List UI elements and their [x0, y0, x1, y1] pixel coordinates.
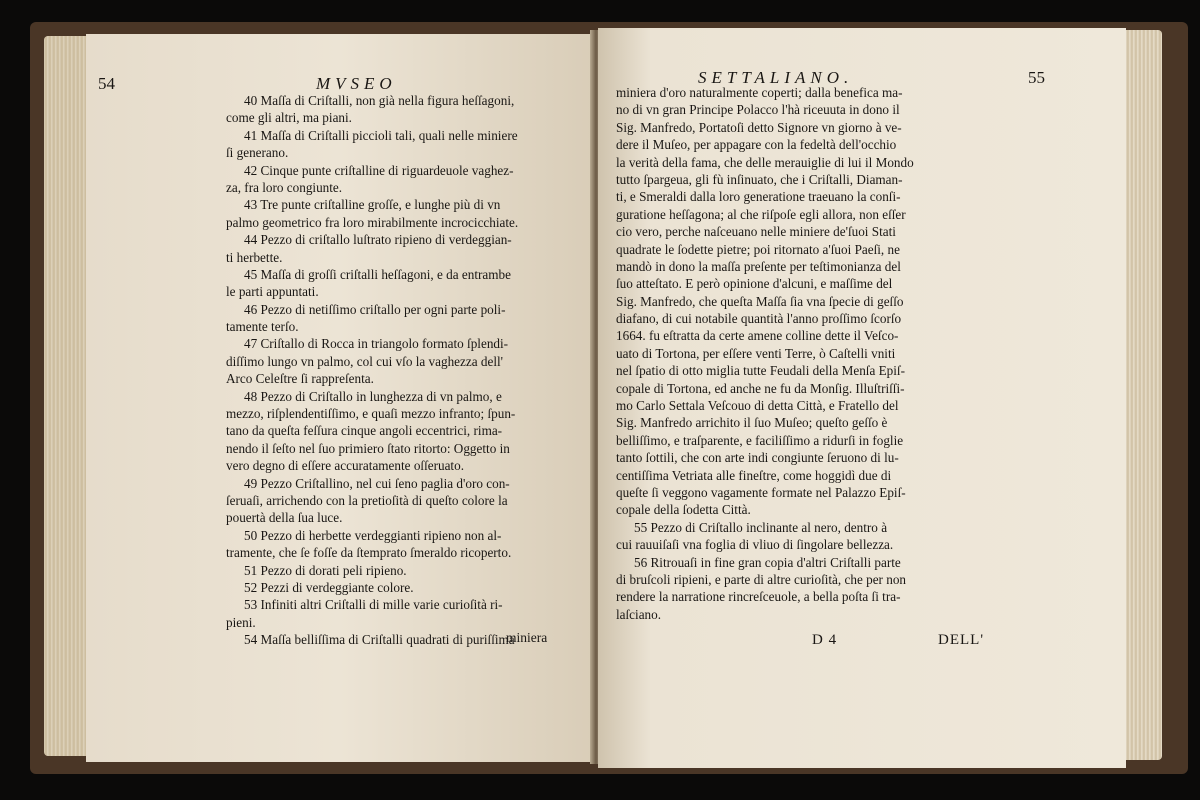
text-line: nel ſpatio di otto miglia tutte Feudali della Menſa Epiſ-: [616, 363, 905, 379]
text-line: le parti appuntati.: [226, 284, 319, 300]
text-line: copale di Tortona, ed anche ne fu da Monſig. Illuſtriſſi-: [616, 380, 905, 396]
text-line: 42 Cinque punte criſtalline di riguardeuole vaghez-: [244, 162, 514, 178]
text-line: 56 Ritrouaſi in fine gran copia d'altri Criſtalli parte: [634, 554, 901, 570]
text-line: ſi generano.: [226, 145, 289, 161]
text-line: quadrate le ſodette pietre; poi ritornato a'ſuoi Paeſi, ne: [616, 241, 900, 257]
text-line: pieni.: [226, 614, 256, 630]
text-line: nendo il ſeſto nel ſuo primiero ſtato ritorto: Oggetto in: [226, 440, 510, 456]
text-line: mo Carlo Settala Veſcouo di detta Città, e Fratello del: [616, 398, 899, 414]
text-line: 44 Pezzo di criſtallo luſtrato ripieno di verdeggian-: [244, 232, 512, 248]
text-line: 52 Pezzi di verdeggiante colore.: [244, 579, 414, 595]
text-line: ti, e Smeraldi dalla loro generatione traeuano la conſi-: [616, 189, 901, 205]
text-line: guratione heſſagona; al che riſpoſe egli allora, non eſſer: [616, 206, 906, 222]
text-line: pouertà della ſua luce.: [226, 510, 343, 526]
text-line: queſte ſi veggono vagamente formate nel Palazzo Epiſ-: [616, 484, 906, 500]
text-line: no di vn gran Principe Polacco l'hà riceuuta in dono il: [616, 102, 900, 118]
text-line: diſſimo lungo vn palmo, col cui vſo la vaghezza dell': [226, 353, 504, 369]
left-page-number: 54: [98, 74, 115, 93]
text-line: la verità della fama, che delle merauiglie di lui il Mondo: [616, 154, 914, 170]
text-line: ſuo atteſtato. E però opinione d'alcuni, e maſſime del: [616, 276, 893, 292]
left-catchword: miniera: [506, 630, 548, 645]
text-line: mandò in dono la maſſa preſente per teſtimonianza del: [616, 258, 901, 274]
text-line: 55 Pezzo di Criſtallo inclinante al nero, dentro à: [634, 519, 888, 535]
right-page: [598, 28, 1126, 768]
text-line: ſeruaſi, arrichendo con la pretioſità di queſto colore la: [226, 492, 508, 508]
text-line: 48 Pezzo di Criſtallo in lunghezza di vn palmo, e: [244, 388, 502, 404]
right-running-title: SETTALIANO.: [698, 68, 854, 87]
text-line: palmo geometrico fra loro mirabilmente incrocicchiate.: [226, 214, 519, 230]
text-line: Sig. Manfredo, che queſta Maſſa ſia vna ſpecie di geſſo: [616, 293, 904, 309]
text-line: vero degno di eſſere accuratamente oſſeruato.: [226, 458, 464, 474]
left-running-title: MVSEO: [316, 74, 397, 93]
text-line: 41 Maſſa di Criſtalli piccioli tali, quali nelle miniere: [244, 127, 518, 143]
text-line: diafano, di cui notabile quantità l'anno proſſimo ſcorſo: [616, 311, 902, 327]
text-line: belliſſimo, e traſparente, e faciliſſimo a ridurſi in foglie: [616, 432, 904, 448]
text-line: 50 Pezzo di herbette verdeggianti ripieno non al-: [244, 527, 502, 543]
right-catchword: DELL': [938, 632, 985, 648]
text-line: uato di Tortona, per eſſere venti Terre, ò Caſtelli vniti: [616, 345, 896, 361]
text-line: tramente, che ſe foſſe da ſtemprato ſmeraldo ricoperto.: [226, 545, 512, 561]
left-page: [86, 34, 594, 762]
text-line: 46 Pezzo di netiſſimo criſtallo per ogni parte poli-: [244, 301, 506, 317]
text-line: copale della ſodetta Città.: [616, 502, 751, 518]
page-edges-left: [44, 36, 88, 756]
text-line: mezzo, riſplendentiſſimo, e quaſi mezzo infranto; ſpun-: [226, 406, 516, 422]
text-line: 40 Maſſa di Criſtalli, non già nella figura heſſagoni,: [244, 93, 515, 108]
text-line: tamente terſo.: [226, 319, 299, 335]
text-line: tano da queſta feſſura cinque angoli eccentrici, rima-: [226, 423, 503, 439]
text-line: tutto ſpargeua, gli fù inſinuato, che i Criſtalli, Diaman-: [616, 171, 903, 187]
text-line: dere il Muſeo, per appagare con la fedeltà dell'occhio: [616, 137, 897, 153]
text-line: 43 Tre punte criſtalline groſſe, e lunghe più di vn: [244, 197, 501, 213]
text-line: 49 Pezzo Criſtallino, nel cui ſeno paglia d'oro con-: [244, 475, 510, 491]
text-line: Arco Celeſtre ſi rappreſenta.: [226, 371, 374, 387]
signature-mark: D 4: [812, 632, 838, 648]
text-line: 53 Infiniti altri Criſtalli di mille varie curioſità ri-: [244, 597, 503, 613]
text-line: za, fra loro congiunte.: [226, 179, 343, 195]
text-line: Sig. Manfredo arrichito il ſuo Muſeo; queſto geſſo è: [616, 415, 888, 431]
text-line: cui rauuiſaſi vna foglia di vliuo di ſingolare bellezza.: [616, 537, 894, 553]
left-text-block: [226, 92, 566, 649]
text-line: rendere la narratione rincreſceuole, a bella poſta ſi tra-: [616, 589, 901, 605]
right-page-number: 55: [1028, 68, 1045, 87]
text-line: 51 Pezzo di dorati peli ripieno.: [244, 562, 407, 578]
text-line: miniera d'oro naturalmente coperti; dalla benefica ma-: [616, 85, 903, 100]
right-text-block: [616, 84, 986, 623]
page-edges-right: [1122, 30, 1162, 760]
text-line: 45 Maſſa di groſſi criſtalli heſſagoni, e da entrambe: [244, 266, 511, 282]
text-line: 54 Maſſa belliſſima di Criſtalli quadrati di puriſſima: [244, 632, 515, 648]
text-line: tanto ſottili, che con arte indi congiunte ſeruono di lu-: [616, 450, 899, 466]
text-line: 1664. fu eſtratta da certe amene colline dette il Veſco-: [616, 328, 899, 344]
text-line: 47 Criſtallo di Rocca in triangolo formato ſplendi-: [244, 336, 509, 352]
text-line: laſciano.: [616, 606, 662, 622]
text-line: ti herbette.: [226, 249, 283, 265]
text-line: centiſſima Vetriata alle fineſtre, come hoggidì due di: [616, 467, 892, 483]
text-line: Sig. Manfredo, Portatoſi detto Signore vn giorno à ve-: [616, 119, 902, 135]
text-line: cio vero, perche naſceuano nelle miniere de'ſuoi Stati: [616, 224, 896, 240]
text-line: di bruſcoli ripieni, e parte di altre curioſità, che per non: [616, 571, 907, 587]
text-line: come gli altri, ma piani.: [226, 110, 352, 126]
